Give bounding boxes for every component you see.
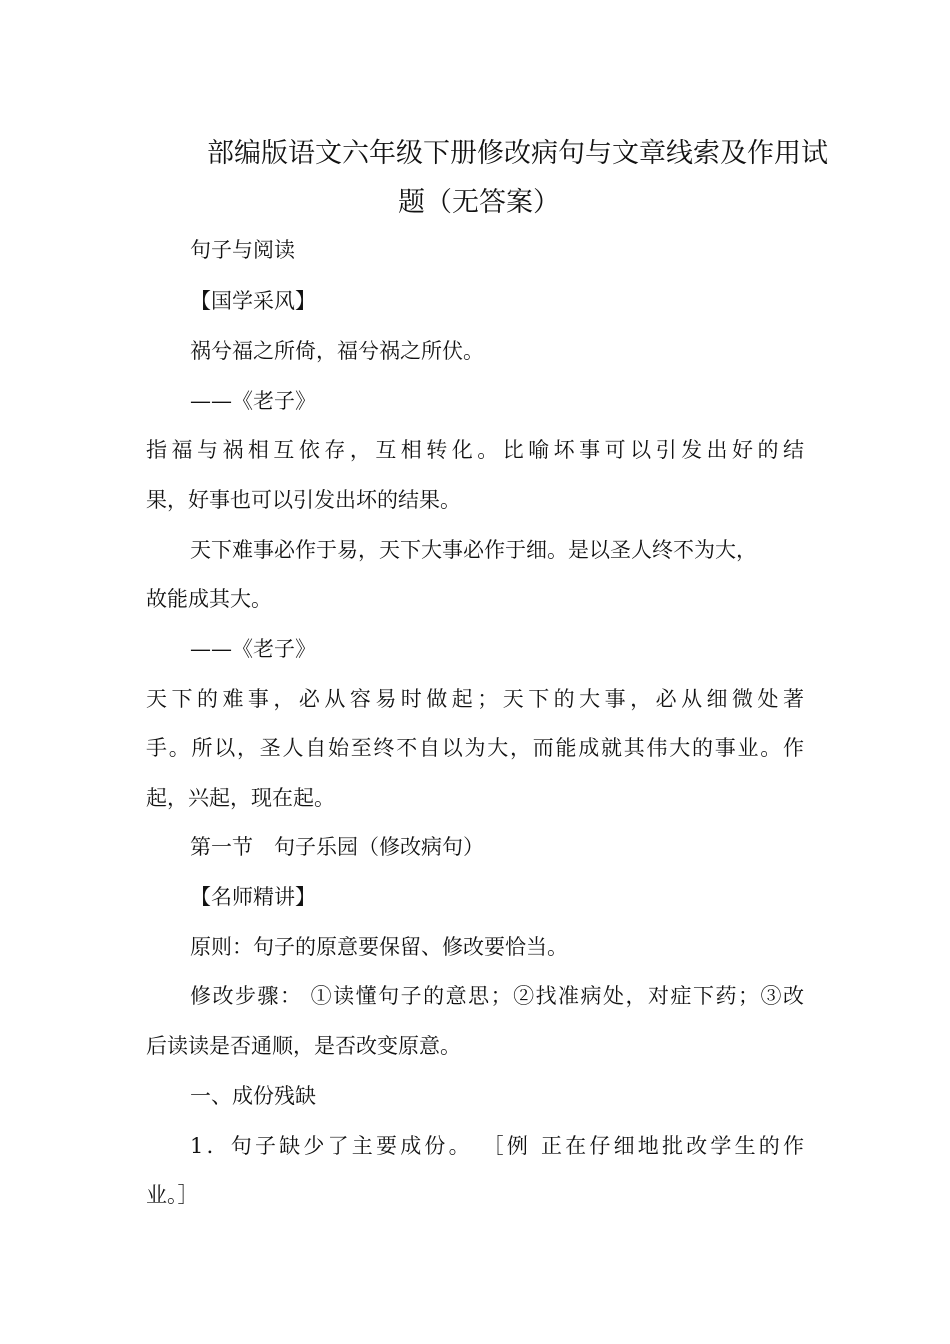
- quote-text: 天下难事必作于易，天下大事必作于细。是以圣人终不为大，: [190, 538, 757, 562]
- subheading-mingshi-jingjiang: 【名师精讲】: [190, 885, 316, 909]
- quote-text: 故能成其大。: [146, 587, 272, 611]
- explanation-paragraph-line: 手。所以，圣人自始至终不自以为大，而能成就其伟大的事业。作: [146, 736, 804, 760]
- section-heading-first-section: 第一节 句子乐园（修改病句）: [190, 835, 484, 859]
- steps-paragraph-line: 后读读是否通顺，是否改变原意。: [146, 1034, 461, 1058]
- rule-item-line: 业。］: [146, 1183, 199, 1207]
- document-title-line-2: 题（无答案）: [398, 187, 560, 218]
- category-heading: 一、成份残缺: [190, 1084, 316, 1108]
- explanation-paragraph-line: 天下的难事，必从容易时做起；天下的大事，必从细微处著: [146, 687, 804, 711]
- subheading-guoxue-caifeng: 【国学采风】: [190, 289, 316, 313]
- section-heading-sentence-reading: 句子与阅读: [190, 238, 295, 262]
- explanation-paragraph-line: 果，好事也可以引发出坏的结果。: [146, 488, 461, 512]
- rule-item-line: 1．句子缺少了主要成份。 ［例 正在仔细地批改学生的作: [190, 1134, 804, 1158]
- quote-text: 祸兮福之所倚，福兮祸之所伏。: [190, 339, 484, 363]
- document-title-line-1: 部编版语文六年级下册修改病句与文章线索及作用试: [207, 138, 828, 169]
- principle-text: 原则：句子的原意要保留、修改要恰当。: [190, 935, 568, 959]
- explanation-paragraph-line: 起，兴起，现在起。: [146, 786, 335, 810]
- quote-attribution: ——《老子》: [190, 637, 316, 661]
- steps-paragraph-line: 修改步骤： ①读懂句子的意思；②找准病处，对症下药；③改: [190, 984, 804, 1008]
- explanation-paragraph-line: 指福与祸相互依存，互相转化。比喻坏事可以引发出好的结: [146, 438, 804, 462]
- quote-attribution: ——《老子》: [190, 389, 316, 413]
